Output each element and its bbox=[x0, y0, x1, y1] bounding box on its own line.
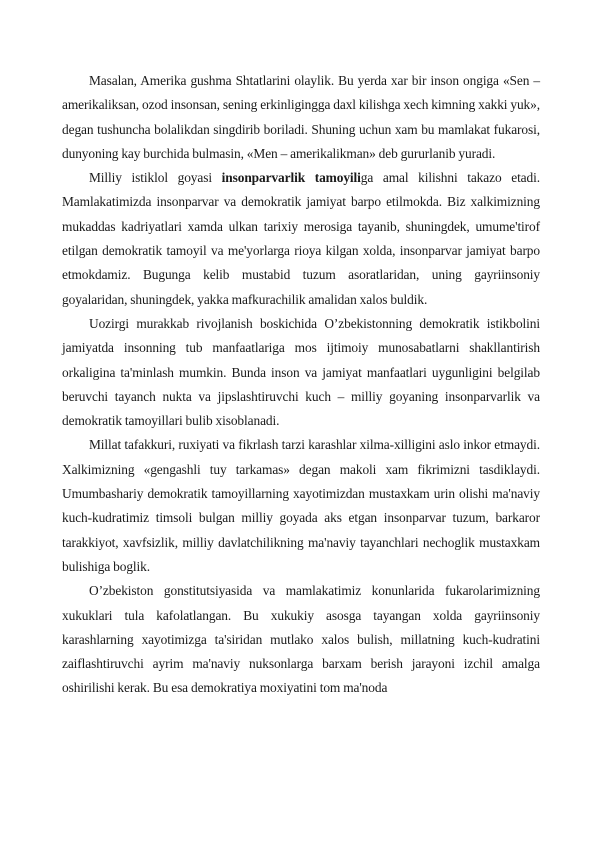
paragraph-humanism-rest: ga amal kilishni takazo etadi. Mamlakatimizda insonparvar va demokratik jamiyat barpo etilmokda. Biz xalkimizning mukaddas kadriyatlari xamda ulkan tarixiy merosiga tayanib, shuningdek, umume'tirof etilgan demokratik tamoyil va me'yorlarga rioya kilgan xolda, insonparvar jamiyat barpo etmokdamiz. Bugunga kelib mustabid tuzum asoratlaridan, uning gayriinsoniy goyalaridan, shuningdek, yakka mafkurachilik amalidan xalos buldik. bbox=[62, 170, 540, 307]
paragraph-humanism-intro: Milliy istiklol goyasi bbox=[89, 170, 222, 186]
paragraph-humanism-principle bbox=[62, 166, 540, 312]
paragraph-america-example: Masalan, Amerika gushma Shtatlarini olaylik. Bu yerda xar bir inson ongiga «Sen – amerikaliksan, ozod insonsan, sening erkinligingga daxl kilishga xech kimning xakki yuk», degan tushuncha bolalikdan singdirib boriladi. Shuning uchun xam bu mamlakat fukarosi, dunyoning kay burchida bulmasin, «Men – amerikalikman» deb gururlanib yuradi. bbox=[62, 73, 540, 161]
paragraph-democratic-future: Uozirgi murakkab rivojlanish boskichida O’zbekistonning demokratik istikbolini jamiyatda insonning tub manfaatlariga mos ijtimoiy munosabatlarni shakllantirish orkaligina ta'minlash mumkin. Bunda inson va jamiyat manfaatlari uygunligini belgilab beruvchi tayanch nukta va jipslashtiruvchi kuch – milliy goyaning insonparvarlik va demokratik tamoyillari bulib xisoblanadi. bbox=[62, 315, 540, 429]
paragraph-constitution-rights: O’zbekiston gonstitutsiyasida va mamlakatimiz konunlarida fukarolarimizning xukuklari tula kafolatlangan. Bu xukukiy asosga tayangan xolda gayriinsoniy karashlarning xayotimizga ta'siridan mutlako xalos bulish, millatning kuch-kudratini zaiflashtiruvchi ayrim ma'naviy nuksonlarga barxam berish jarayoni izchil amalga oshirilishi kerak. Bu esa demokratiya moxiyatini tom ma'noda bbox=[62, 583, 540, 696]
document-page bbox=[62, 69, 540, 701]
humanism-principle-term: insonparvarlik tamoyili bbox=[221, 170, 361, 186]
paragraph-diversity-of-views: Millat tafakkuri, ruxiyati va fikrlash tarzi karashlar xilma-xilligini aslo inkor etmaydi. Xalkimizning «gengashli tuy tarkamas» degan makoli xam fikrimizni tasdiklaydi. Umumbashariy demokratik tamoyillarning xayotimizdan mustaxkam urin olishi ma'naviy kuch-kudratimiz timsoli bulgan milliy goyada aks etgan insonparvar tuzum, barkaror tarakkiyot, xavfsizlik, milliy davlatchilikning ma'naviy tayanchlari nechoglik mustaxkam bulishiga boglik. bbox=[62, 437, 540, 574]
